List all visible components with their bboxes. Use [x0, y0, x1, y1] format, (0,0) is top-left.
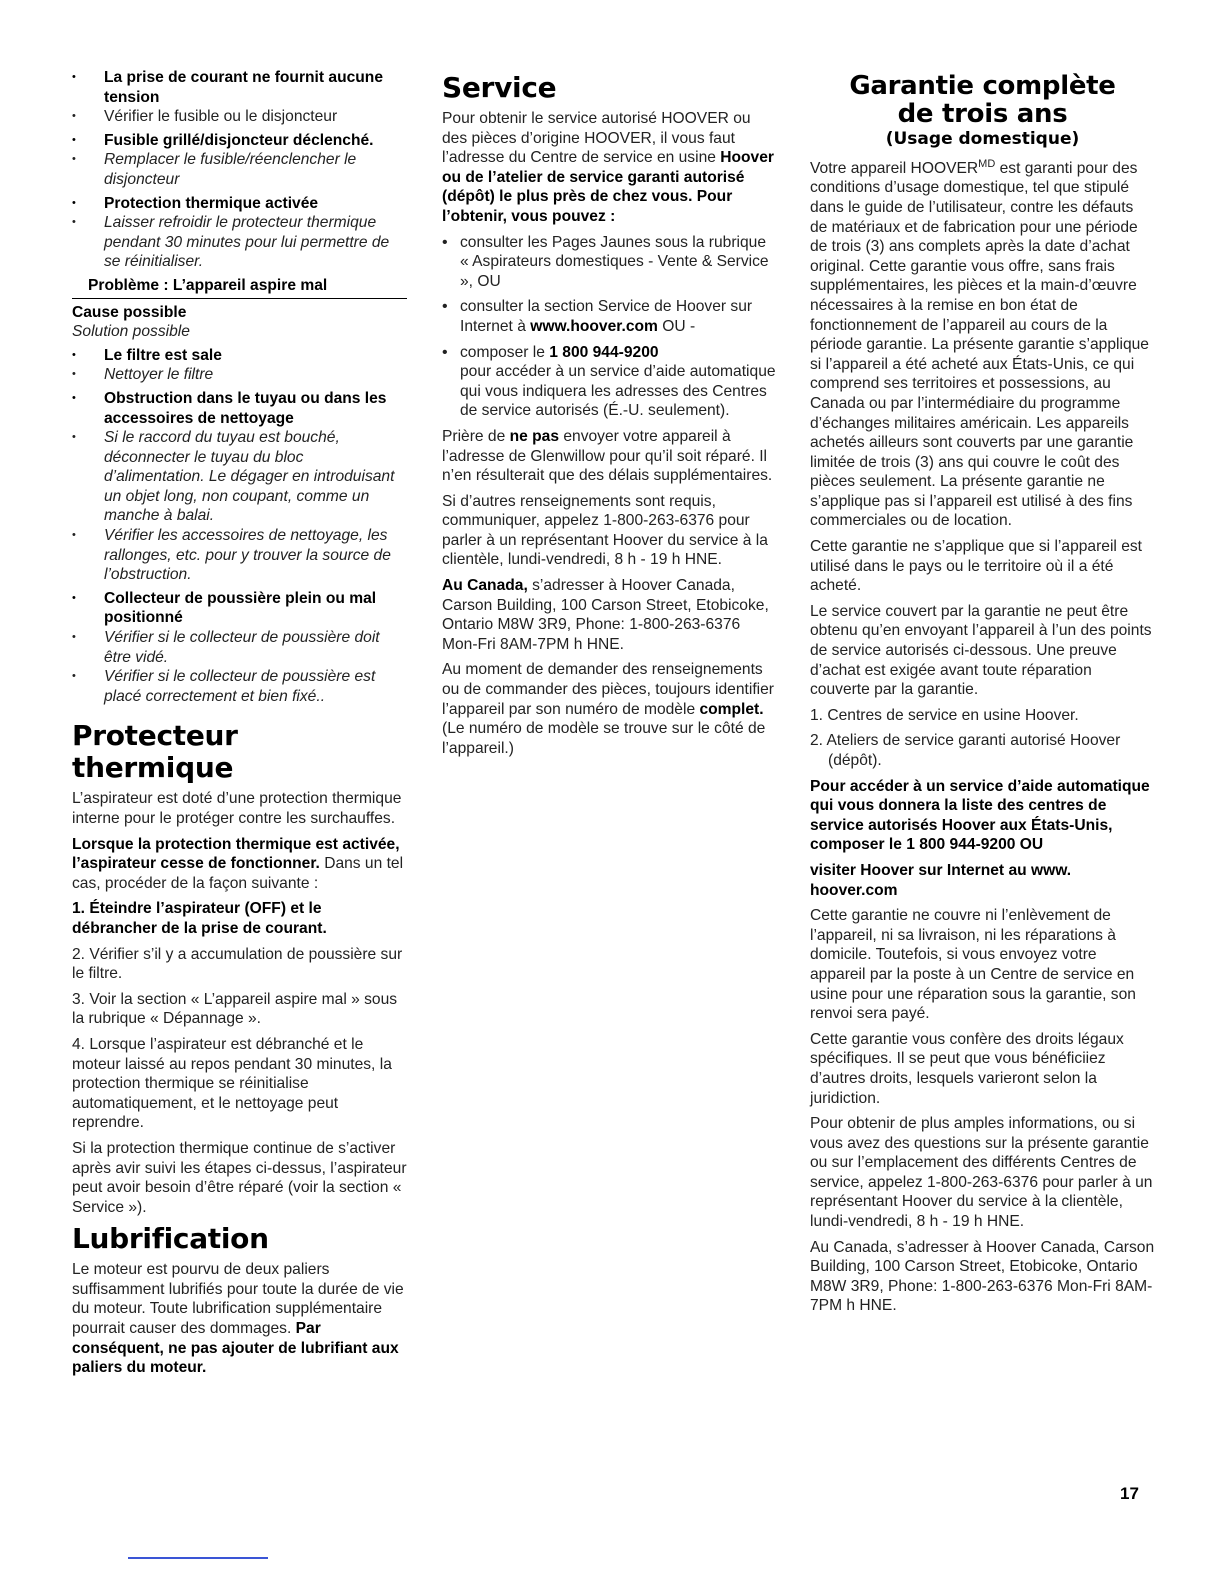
warranty-bold-2: visiter Hoover sur Internet au www. hoover.com: [810, 861, 1072, 899]
warranty-item-1: 1. Centres de service en usine Hoover.: [810, 706, 1079, 724]
solution-clean-filter: • Nettoyer le filtre: [72, 365, 407, 385]
service-option-yellow-pages: • consulter les Pages Jaunes sous la rubrique « Aspirateurs domestiques - Vente & Service », OU: [442, 233, 777, 292]
hoover-link[interactable]: www.hoover.com: [530, 317, 658, 335]
warranty-p6: Pour obtenir de plus amples informations, ou si vous avez des questions sur la présente garantie ou sur l’emplacement des différents Centres de service, appelez 1-800-263-6376 pour parler à un représentant Hoover du service à la clientèle, lundi-vendredi, 8 h - 19 h HNE.: [810, 1115, 1153, 1231]
warranty-p4: Cette garantie ne couvre ni l’enlèvement de l’appareil, ni sa livraison, ni les réparations à domicile. Toutefois, si vous envoyez votre appareil par la poste à un Centre de service en usine pour une réparation sous la garantie, son renvoi sera payé.: [810, 907, 1136, 1023]
cause-dirty-filter: • Le filtre est sale: [72, 346, 407, 366]
thermal-intro: L’aspirateur est doté d’une protection thermique interne pour le protéger contre les surchauffes.: [72, 790, 402, 827]
thermal-step-2: 2. Vérifier s’il y a accumulation de poussière sur le filtre.: [72, 945, 403, 983]
warranty-p7: Au Canada, s’adresser à Hoover Canada, Carson Building, 100 Carson Street, Etobicoke, Ontario M8W 3R9, Phone: 1-800-263-6376 Mon-Fri 8AM-7PM h HNE.: [810, 1238, 1155, 1315]
lubrication-text: Le moteur est pourvu de deux paliers suffisamment lubrifiés pour toute la durée de vie du moteur. Toute lubrification supplémentaire pourrait causer des dommages. Par conséquent, ne pas ajouter de lubrifiant aux paliers du moteur.: [72, 1261, 404, 1377]
cause-label: Cause possible: [72, 303, 187, 321]
service-canada: Au Canada, s’adresser à Hoover Canada, Carson Building, 100 Carson Street, Etobicoke, Ontario M8W 3R9, Phone: 1-800-263-6376 Mon-Fri 8AM-7PM h HNE.: [442, 577, 769, 653]
thermal-step-3: 3. Voir la section « L’appareil aspire mal » sous la rubrique « Dépannage ».: [72, 990, 398, 1028]
warranty-p3: Le service couvert par la garantie ne peut être obtenu qu’en envoyant l’appareil à l’un des points de service autorisés ci-dessous. Une preuve d’achat est exigée avant toute réparation couverte par la garantie.: [810, 602, 1152, 699]
solution-clear-hose: • Si le raccord du tuyau est bouché, déconnecter le tuyau du bloc d’alimentation. Le dégager en introduisant un objet long, non coupant, comme un manche à balai.: [72, 428, 407, 526]
warranty-heading: Garantie complète de trois ans: [849, 71, 1116, 129]
warranty-p2: Cette garantie ne s’applique que si l’appareil est utilisé dans le pays ou le territoire où il a été acheté.: [810, 538, 1143, 595]
thermal-note: Si la protection thermique continue de s’activer après avir suivi les étapes ci-dessus, l’aspirateur peut avoir besoin d’être réparé (voir la section « Service »).: [72, 1139, 407, 1216]
problem-heading: Problème : L’appareil aspire mal: [72, 276, 407, 299]
solution-let-cool: • Laisser refroidir le protecteur thermique pendant 30 minutes pour lui permettre de se réinitialiser.: [72, 213, 407, 272]
solution-empty-cup: • Vérifier si le collecteur de poussière doit être vidé.: [72, 628, 407, 667]
warranty-p5: Cette garantie vous confère des droits légaux spécifiques. Il se peut que vous bénéficiiez d’autres droits, lesquels varieront selon la juridiction.: [810, 1030, 1124, 1107]
warranty-p1: Votre appareil $HOOVER^{MD}$ est garanti pour des conditions d’usage domestique, tel que stipulé dans le guide de l’utilisateur, contre les défauts de matériaux et de fabrication pour une période de trois (3) ans complets après la date d’achat original. Cette garantie vous offre, sans frais supplémentaires, les pièces et la main-d’œuvre nécessaires à la remise en bon état de fonctionnement de l’appareil au cours de la période garantie. La présente garantie s’applique si l’appareil a été acheté aux États-Unis, ce qui comprend ses territoires et possessions, au Canada ou par l’intermédiaire du programme d’échanges militaires américain. Les appareils achetés ailleurs sont couverts par une garantie limitée de trois (3) ans qui couvre le coût des pièces seulement. La présente garantie ne s’applique pas si l’appareil est utilisé à des fins commerciales ou de location.: [810, 157, 1149, 530]
solution-fix-cup: • Vérifier si le collecteur de poussière est placé correctement et bien fixé..: [72, 667, 407, 706]
service-model-number: Au moment de demander des renseignements ou de commander des pièces, toujours identifier l’appareil par son numéro de modèle complet. (Le numéro de modèle se trouve sur le côté de l’appareil.): [442, 661, 774, 757]
service-do-not-send: Prière de ne pas envoyer votre appareil à l’adresse de Glenwillow pour qu’il soit réparé. Il n’en résulterait que des délais supplémentaires.: [442, 427, 773, 485]
thermal-when: Lorsque la protection thermique est activée, l’aspirateur cesse de fonctionner. Dans un tel cas, procéder de la façon suivante :: [72, 835, 404, 892]
column-right: [810, 64, 1155, 1322]
footer-line: [128, 1557, 268, 1559]
warranty-item-2: 2. Ateliers de service garanti autorisé Hoover (dépôt).: [810, 732, 1121, 769]
solution-replace-fuse: • Remplacer le fusible/réenclencher le disjoncteur: [72, 150, 407, 189]
cause-thermal-activated: • Protection thermique activée: [72, 194, 407, 214]
thermal-step-1: 1. Éteindre l’aspirateur (OFF) et le débrancher de la prise de courant.: [72, 900, 327, 937]
thermal-step-4: 4. Lorsque l’aspirateur est débranché et le moteur laissé au repos pendant 30 minutes, la protection thermique se réinitialise automatiquement, et le nettoyage peut reprendre.: [72, 1035, 392, 1132]
page-number: 17: [1120, 1484, 1139, 1503]
warranty-subtitle: (Usage domestique): [885, 129, 1080, 149]
warranty-bold-1: Pour accéder à un service d’aide automatique qui vous donnera la liste des centres de service autorisés Hoover aux États-Unis, composer le 1 800 944-9200 OU: [810, 777, 1150, 854]
cause-hose-obstruction: • Obstruction dans le tuyau ou dans les accessoires de nettoyage: [72, 389, 407, 428]
solution-check-accessories: • Vérifier les accessoires de nettoyage, les rallonges, etc. pour y trouver la source de l’obstruction.: [72, 526, 407, 585]
solution-label: Solution possible: [72, 323, 190, 341]
cause-no-power: • La prise de courant ne fournit aucune tension: [72, 68, 407, 107]
service-option-phone: • composer le 1 800 944-9200 pour accéder à un service d’aide automatique qui vous indiquera les adresses des Centres de service autorisés (É.-U. seulement).: [442, 343, 777, 421]
service-contact: Si d’autres renseignements sont requis, communiquer, appelez 1-800-263-6376 pour parler à un représentant Hoover du service à la clientèle, lundi-vendredi, 8 h - 19 h HNE.: [442, 492, 768, 569]
cause-dust-cup: • Collecteur de poussière plein ou mal positionné: [72, 589, 407, 628]
cause-blown-fuse: • Fusible grillé/disjoncteur déclenché.: [72, 131, 407, 151]
service-intro: Pour obtenir le service autorisé HOOVER ou des pièces d’origine HOOVER, il vous faut l’adresse du Centre de service en usine Hoover ou de l’atelier de service garanti autorisé (dépôt) le plus près de chez vous. Pour l’obtenir, vous pouvez :: [442, 110, 774, 225]
solution-check-fuse: • Vérifier le fusible ou le disjoncteur: [72, 107, 407, 127]
column-left: [72, 64, 407, 1384]
thermal-heading: Protecteur thermique: [72, 719, 238, 785]
lubrication-heading: Lubrification: [72, 1222, 269, 1256]
service-heading: Service: [442, 71, 557, 104]
service-option-website: • consulter la section Service de Hoover sur Internet à www.hoover.com OU -: [442, 297, 777, 336]
column-middle: [442, 64, 777, 764]
